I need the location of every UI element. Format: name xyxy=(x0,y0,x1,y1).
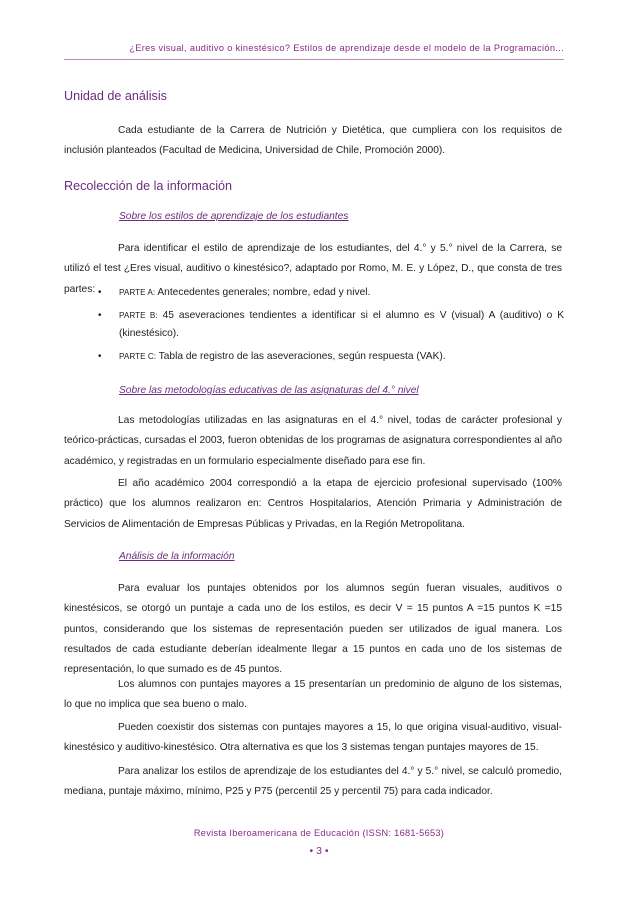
heading-unidad: Unidad de análisis xyxy=(64,89,167,103)
bullet-text: Tabla de registro de las aseveraciones, según respuesta (VAK). xyxy=(158,351,446,362)
subheading-analisis: Análisis de la información xyxy=(119,551,235,562)
bullet-icon: • xyxy=(98,310,102,321)
paragraph-unidad: Cada estudiante de la Carrera de Nutrición y Dietética, que cumpliera con los requisitos de inclusión planteados (Facultad de Medicina, Universidad de Chile, Promoción 2000). xyxy=(64,125,562,157)
header-divider xyxy=(64,59,564,60)
running-header: ¿Eres visual, auditivo o kinestésico? Estilos de aprendizaje desde el modelo de la Programación... xyxy=(129,43,564,53)
paragraph-coexistir: Pueden coexistir dos sistemas con puntajes mayores a 15, lo que origina visual-auditivo, visual-kinestésico y auditivo-kinestésico. Otra alternativa es que los 3 sistemas tengan puntajes mayores de 15. xyxy=(64,722,562,754)
paragraph-metodologias: Las metodologías utilizadas en las asignaturas en el 4.° nivel, todas de carácter profesional y teórico-prácticas, cursadas el 2003, fueron obtenidas de los programas de asignatura correspondientes al año académico, y registradas en un formulario especialmente diseñado para ese fin. xyxy=(64,415,562,467)
bullet-icon: • xyxy=(98,351,102,362)
paragraph-predominio: Los alumnos con puntajes mayores a 15 presentarían un predominio de alguno de los sistemas, lo que no implica que sea bueno o malo. xyxy=(64,679,562,711)
list-item xyxy=(98,307,564,343)
subheading-metodologias: Sobre las metodologías educativas de las asignaturas del 4.° nivel xyxy=(119,385,419,396)
bullet-tag: PARTE B: xyxy=(119,311,158,320)
subheading-estilos: Sobre los estilos de aprendizaje de los estudiantes xyxy=(119,211,349,222)
test-parts-list xyxy=(98,284,564,366)
list-item xyxy=(98,348,564,366)
list-item xyxy=(98,284,564,302)
bullet-tag: PARTE C: xyxy=(119,352,157,361)
bullet-tag: PARTE A: xyxy=(119,288,156,297)
paragraph-test: Para identificar el estilo de aprendizaje de los estudiantes, del 4.° y 5.° nivel de la Carrera, se utilizó el test ¿Eres visual, auditivo o kinestésico?, adaptado por Romo, M. E. y López, D., que consta de tres partes: xyxy=(64,243,562,295)
paragraph-analizar: Para analizar los estilos de aprendizaje de los estudiantes del 4.° y 5.° nivel, se calculó promedio, mediana, puntaje máximo, mínimo, P25 y P75 (percentil 25 y percentil 75) para cada indicador. xyxy=(64,766,562,798)
footer-journal: Revista Iberoamericana de Educación (ISSN: 1681-5653) xyxy=(193,828,445,838)
heading-recoleccion: Recolección de la información xyxy=(64,179,233,193)
bullet-icon: • xyxy=(98,287,102,298)
page-number: • 3 • xyxy=(309,845,329,857)
bullet-text: 45 aseveraciones tendientes a identificar si el alumno es V (visual) A (auditivo) o K (kinestésico). xyxy=(119,310,564,339)
bullet-text: Antecedentes generales; nombre, edad y nivel. xyxy=(157,287,371,298)
paragraph-puntajes: Para evaluar los puntajes obtenidos por los alumnos según fueran visuales, auditivos o kinestésicos, se otorgó un puntaje a cada uno de los estilos, es decir V = 15 puntos A =15 puntos K =15 puntos, considerando que los sistemas de representación pueden ser utilizados de igual manera. Los resultados de cada estudiante deberían idealmente llegar a 15 puntos en cada uno de los sistemas de representación, lo que sumado es de 45 puntos. xyxy=(64,583,562,676)
paragraph-ano-academico: El año académico 2004 correspondió a la etapa de ejercicio profesional supervisado (100% práctico) que los alumnos realizaron en: Centros Hospitalarios, Atención Primaria y Administración de Servicios de Alimentación de Empresas Públicas y Privadas, en la Región Metropolitana. xyxy=(64,478,562,530)
